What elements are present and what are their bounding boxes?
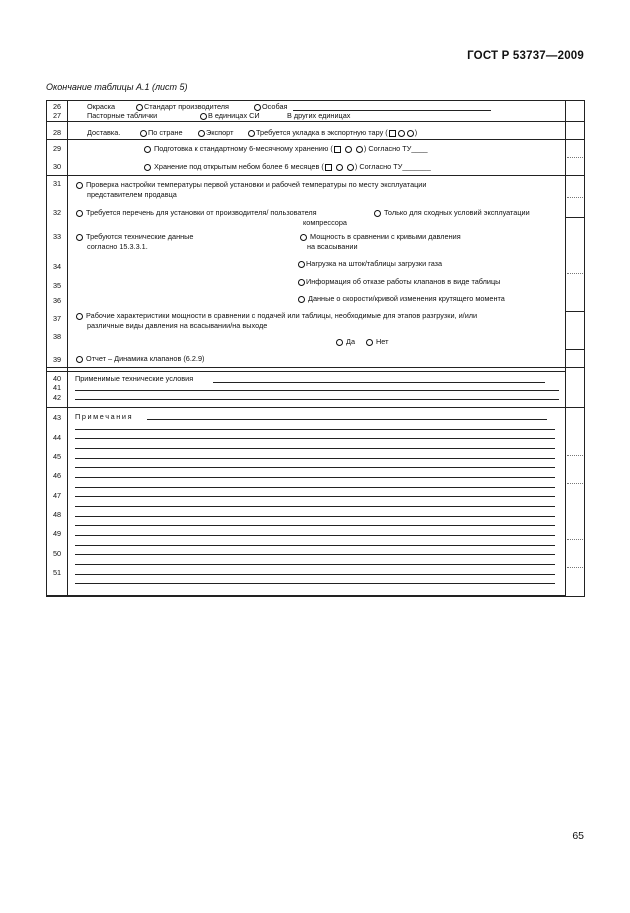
technical-data-option[interactable]: Требуются технические данные — [75, 232, 193, 241]
notes-field-line[interactable] — [75, 448, 555, 449]
painting-option-special[interactable]: Особая — [253, 102, 288, 111]
nameplate-option-si[interactable]: В единицах СИ — [199, 111, 260, 120]
row-separator — [47, 371, 565, 372]
row-separator — [47, 407, 565, 408]
right-cell-line — [565, 139, 584, 140]
row-number: 47 — [52, 491, 62, 500]
radio-icon — [407, 130, 414, 137]
row-number: 29 — [52, 144, 62, 153]
notes-field-line[interactable] — [75, 516, 555, 517]
radio-icon — [76, 182, 83, 189]
power-vs-suction-option[interactable]: Мощность в сравнении с кривыми давления — [299, 232, 461, 241]
installation-list-line2: компрессора — [303, 218, 347, 227]
form-table — [46, 100, 585, 597]
right-cell-dotted-line — [567, 157, 583, 158]
notes-field-line[interactable] — [75, 467, 555, 468]
no-option[interactable]: Нет — [365, 337, 388, 346]
notes-field-line[interactable] — [75, 477, 555, 478]
export-packaging-option[interactable]: Требуется укладка в экспортную тару ( ) — [247, 128, 417, 137]
notes-field-line[interactable] — [75, 545, 555, 546]
row-number: 33 — [52, 232, 62, 241]
right-cell-dotted-line — [567, 197, 583, 198]
right-cell-line — [565, 367, 584, 368]
radio-icon — [76, 356, 83, 363]
radio-icon — [298, 279, 305, 286]
rod-load-option[interactable]: Нагрузка на шток/таблицы загрузки газа — [297, 259, 442, 268]
notes-field-line[interactable] — [75, 535, 555, 536]
row-number: 40 — [52, 374, 62, 383]
checkbox-icon — [389, 130, 396, 137]
row-number: 45 — [52, 452, 62, 461]
row-number: 36 — [52, 296, 62, 305]
right-cell-line — [565, 407, 584, 408]
radio-icon — [347, 164, 354, 171]
right-cell-line — [565, 175, 584, 176]
radio-icon — [356, 146, 363, 153]
row-separator — [47, 139, 565, 140]
table-caption: Окончание таблицы А.1 (лист 5) — [46, 82, 188, 92]
delivery-option-domestic[interactable]: По стране — [139, 128, 183, 137]
radio-icon — [298, 261, 305, 268]
technical-data-line2: согласно 15.3.3.1. — [87, 242, 148, 251]
painting-label: Окраска — [87, 102, 116, 111]
row-number: 43 — [52, 413, 62, 422]
performance-characteristics-option[interactable]: Рабочие характеристики мощности в сравнении с подачей или таблицы, необходимые для этапов разгрузки, и/или — [75, 311, 477, 320]
right-cell-line — [565, 121, 584, 122]
radio-icon — [140, 130, 147, 137]
notes-field-line[interactable] — [75, 564, 555, 565]
right-cell-dotted-line — [567, 273, 583, 274]
temperature-check-option[interactable]: Проверка настройки температуры первой установки и рабочей температуры по месту эксплуатации — [75, 180, 426, 189]
row-separator — [47, 175, 565, 176]
notes-field-line[interactable] — [75, 496, 555, 497]
delivery-option-export[interactable]: Экспорт — [197, 128, 233, 137]
row-separator — [47, 367, 565, 368]
nameplate-option-other[interactable]: В других единицах — [287, 111, 351, 120]
notes-field-line[interactable] — [75, 583, 555, 584]
row-number: 37 — [52, 314, 62, 323]
valve-dynamics-report-option[interactable]: Отчет – Динамика клапанов (6.2.9) — [75, 354, 204, 363]
row-number: 48 — [52, 510, 62, 519]
specs-field-line[interactable] — [75, 390, 559, 391]
row-number: 32 — [52, 208, 62, 217]
torque-data-option[interactable]: Данные о скорости/кривой изменения крутящего момента — [297, 294, 505, 303]
radio-icon — [336, 164, 343, 171]
performance-characteristics-line2: различные виды давления на всасывании/на выходе — [87, 321, 268, 330]
row-number: 51 — [52, 568, 62, 577]
row-number: 27 — [52, 111, 62, 120]
checkbox-icon — [325, 164, 332, 171]
notes-field-line[interactable] — [75, 525, 555, 526]
radio-icon — [76, 234, 83, 241]
checkbox-icon — [334, 146, 341, 153]
valve-failure-option[interactable]: Информация об отказе работы клапанов в виде таблицы — [297, 277, 500, 286]
row-number: 30 — [52, 162, 62, 171]
delivery-label: Доставка. — [87, 128, 121, 137]
row-number: 41 — [52, 383, 62, 392]
radio-icon — [366, 339, 373, 346]
painting-option-standard[interactable]: Стандарт производителя — [135, 102, 229, 111]
row-number: 34 — [52, 262, 62, 271]
notes-field-line[interactable] — [75, 554, 555, 555]
notes-field-line[interactable] — [75, 429, 555, 430]
notes-field-line[interactable] — [75, 574, 555, 575]
installation-list-option[interactable]: Требуется перечень для установки от производителя/ пользователя — [75, 208, 317, 217]
radio-icon — [200, 113, 207, 120]
radio-icon — [374, 210, 381, 217]
row-separator — [47, 595, 565, 596]
row-number: 28 — [52, 128, 62, 137]
row-number: 31 — [52, 179, 62, 188]
standard-code: ГОСТ Р 53737—2009 — [467, 50, 584, 62]
right-cell-line — [565, 349, 584, 350]
row-number: 44 — [52, 433, 62, 442]
notes-field-line[interactable] — [75, 506, 555, 507]
notes-label: Примечания — [75, 412, 134, 421]
row-number: 50 — [52, 549, 62, 558]
radio-icon — [136, 104, 143, 111]
specs-field-line[interactable] — [75, 399, 559, 400]
row-number: 42 — [52, 393, 62, 402]
row-number: 38 — [52, 332, 62, 341]
row-number: 35 — [52, 281, 62, 290]
yes-option[interactable]: Да — [335, 337, 355, 346]
radio-icon — [300, 234, 307, 241]
right-cell-dotted-line — [567, 483, 583, 484]
specs-field-line[interactable] — [213, 382, 545, 383]
applicable-specs-label: Применимые технические условия — [75, 374, 194, 383]
radio-icon — [198, 130, 205, 137]
radio-icon — [76, 210, 83, 217]
radio-icon — [144, 164, 151, 171]
right-cell-dotted-line — [567, 455, 583, 456]
row-number: 26 — [52, 102, 62, 111]
radio-icon — [254, 104, 261, 111]
outdoor-storage-option[interactable]: Хранение под открытым небом более 6 месяцев ( ) Согласно ТУ_______ — [143, 162, 431, 171]
nameplate-label: Пасторные таблички — [87, 111, 158, 120]
notes-field-line[interactable] — [147, 419, 547, 420]
power-vs-suction-line2: на всасывании — [307, 242, 358, 251]
right-cell-dotted-line — [567, 539, 583, 540]
notes-field-line[interactable] — [75, 487, 555, 488]
radio-icon — [144, 146, 151, 153]
row-separator — [47, 121, 565, 122]
notes-field-line[interactable] — [75, 458, 555, 459]
radio-icon — [398, 130, 405, 137]
right-cell-line — [565, 311, 584, 312]
page-number: 65 — [572, 830, 584, 842]
temperature-check-line2: представителем продавца — [87, 190, 177, 199]
radio-icon — [248, 130, 255, 137]
radio-icon — [336, 339, 343, 346]
radio-icon — [298, 296, 305, 303]
radio-icon — [76, 313, 83, 320]
storage-6-month-option[interactable]: Подготовка к стандартному 6-месячному хранению ( ) Согласно ТУ____ — [143, 144, 428, 153]
row-number: 49 — [52, 529, 62, 538]
right-cell-line — [565, 217, 584, 218]
similar-conditions-option[interactable]: Только для сходных условий эксплуатации — [373, 208, 530, 217]
row-number: 39 — [52, 355, 62, 364]
row-number: 46 — [52, 471, 62, 480]
right-cell-dotted-line — [567, 567, 583, 568]
radio-icon — [345, 146, 352, 153]
notes-field-line[interactable] — [75, 438, 555, 439]
